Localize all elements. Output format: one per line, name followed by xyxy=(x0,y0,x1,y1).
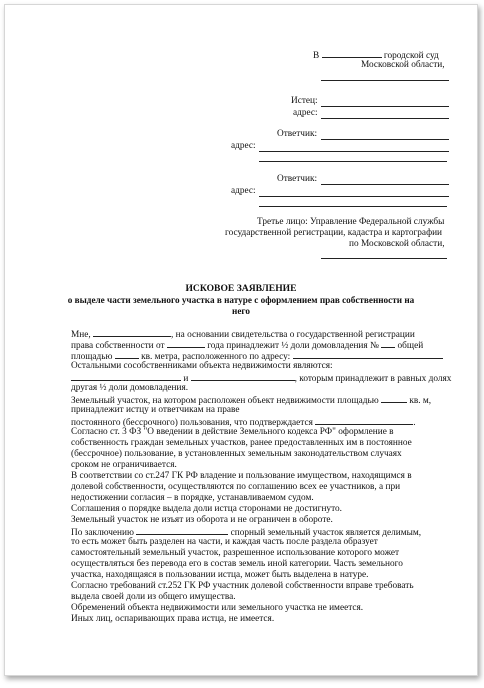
plaintiff-label: Истец: xyxy=(291,96,318,106)
third-party-blank xyxy=(321,258,447,259)
plaintiff-blank xyxy=(321,106,449,107)
court-prefix: В xyxy=(313,51,320,61)
document-title: ИСКОВОЕ ЗАЯВЛЕНИЕ xyxy=(185,283,297,294)
body-line: (бессрочное) пользование, в установленных земельным законодательством случаях xyxy=(71,449,402,459)
body-line: выдела своей доли из общего имущества. xyxy=(71,592,236,602)
plaintiff-address-label: адрес: xyxy=(293,108,318,118)
body-line: В соответствии со ст.247 ГК РФ владение и пользование имуществом, находящимся в xyxy=(71,471,412,481)
body-line: осуществляться без перевода его в состав земель иной категории. Часть земельного xyxy=(71,559,403,569)
body-line: Обременений объекта недвижимости или земельного участка не имеется. xyxy=(71,603,364,613)
body-line: Согласно ст. 3 ФЗ "О введении в действие Земельного кодекса РФ" оформление в xyxy=(71,427,394,437)
defendant-1-address-blank-2 xyxy=(259,161,447,162)
body-line: площадью кв. метра, расположенного по адресу: xyxy=(71,350,443,363)
body-line: другая ½ доли домовладения. xyxy=(71,383,189,393)
defendant-2-blank xyxy=(321,184,449,185)
defendant-1-address-label: адрес: xyxy=(231,141,256,151)
body-line: то есть может быть разделен на части, и каждая часть после раздела образует xyxy=(71,537,378,547)
defendant-2-address-blank-2 xyxy=(259,206,447,207)
body-line: и , которым принадлежит в равных долях xyxy=(71,372,451,385)
body-line: По заключению спорный земельный участок является делимым, xyxy=(71,528,422,538)
court-region: Московской области, xyxy=(361,60,445,70)
court-suffix: городской суд xyxy=(383,51,439,61)
blank-line xyxy=(321,80,449,81)
defendant-1-address-blank xyxy=(259,151,449,152)
body-line: Иных лиц, оспаривающих права истца, не имеется. xyxy=(71,614,275,624)
third-party-line-2: государственной регистрации, кадастра и картографии xyxy=(225,228,443,238)
body-line: Остальными сособственниками объекта недвижимости являются: xyxy=(71,361,333,371)
body-line: долевой собственности, осуществляются по соглашению всех ее участников, а при xyxy=(71,482,401,492)
body-line: постоянного (бессрочного) пользования, что подтверждается . xyxy=(71,418,416,428)
defendant-2-address-blank xyxy=(259,196,449,197)
document-subtitle-1: о выделе части земельного участка в натуре с оформлением прав собственности на xyxy=(67,295,415,305)
body-line: участка, находящаяся в пользовании истца, может быть выделена в натуре. xyxy=(71,570,369,580)
third-party-line-1: Третье лицо: Управление Федеральной службы xyxy=(257,217,445,227)
body-line: Земельный участок, на котором расположен объект недвижимости площадью кв. м, xyxy=(71,396,432,406)
body-line: Земельный участок не изъят из оборота и не ограничен в обороте. xyxy=(71,515,333,525)
body-line: недостижении согласия – в порядке, устанавливаемом судом. xyxy=(71,493,314,503)
defendant-1-blank xyxy=(321,139,449,140)
plaintiff-address-blank xyxy=(321,118,449,119)
body-line: права собственности от года принадлежит ½ доли домовладения № общей xyxy=(71,341,424,351)
body-line: собственность граждан земельных участков, ранее предоставленных им в постоянное xyxy=(71,438,412,448)
third-party-line-3: по Московской области, xyxy=(349,239,445,249)
body-line: Мне, , на основании свидетельства о государственной регистрации xyxy=(71,330,415,340)
defendant-1-label: Ответчик: xyxy=(277,129,318,139)
document-page xyxy=(4,4,478,676)
court-blank xyxy=(322,49,382,58)
body-line: самостоятельный земельный участок, разрешенное использование которого может xyxy=(71,548,400,558)
body-line: Согласно требований ст.252 ГК РФ участник долевой собственности вправе требовать xyxy=(71,581,414,591)
defendant-2-address-label: адрес: xyxy=(231,186,256,196)
document-subtitle-2: него xyxy=(232,306,250,316)
body-line: Соглашения о порядке выдела доли истца сторонами не достигнуто. xyxy=(71,504,342,514)
body-line: сроком не ограничивается. xyxy=(71,460,177,470)
defendant-2-label: Ответчик: xyxy=(277,174,318,184)
body-line: принадлежит истцу и ответчикам на праве xyxy=(71,405,240,415)
